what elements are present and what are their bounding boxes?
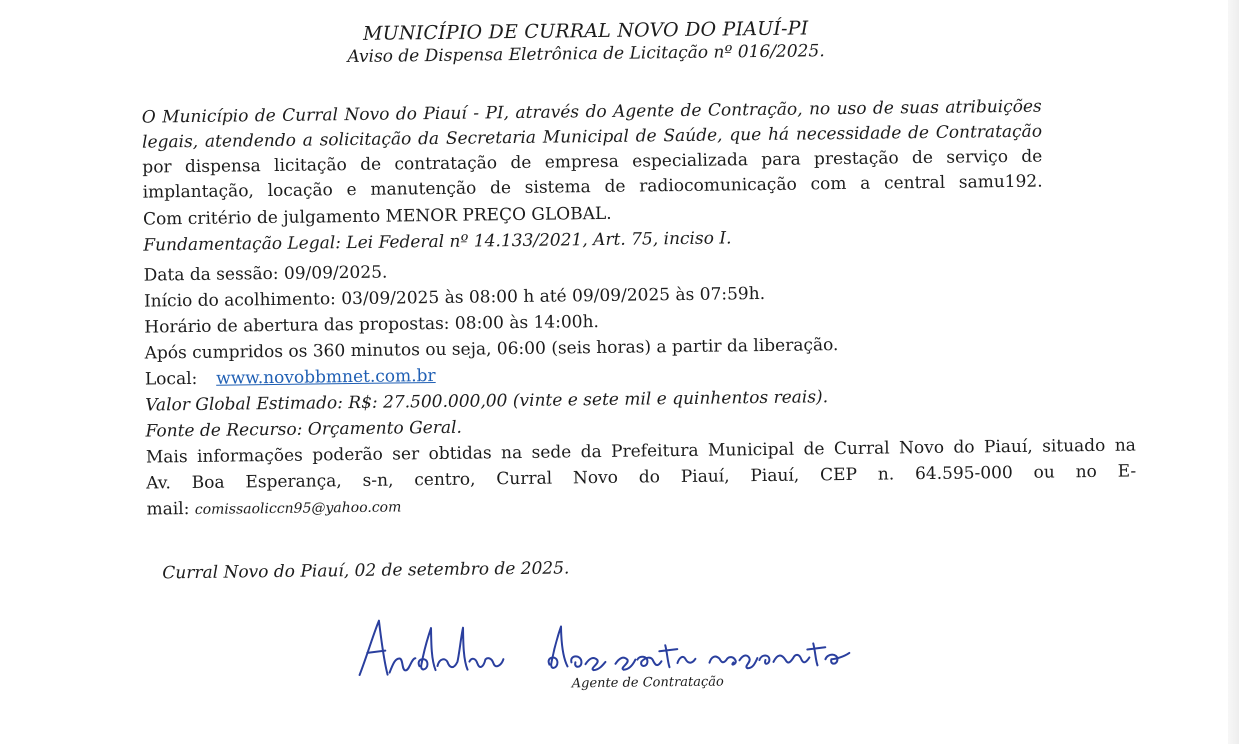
proposal-opening-hours: Horário de abertura das propostas: 08:00 às 14:00h. <box>144 312 599 338</box>
location-link[interactable]: www.novobbmnet.com.br <box>216 366 436 389</box>
intro-line-1: O Município de Curral Novo do Piauí - PI, através do Agente de Contração, no uso de suas atribuições <box>141 96 1042 128</box>
funding-source: Fonte de Recurso: Orçamento Geral. <box>145 417 463 442</box>
email-label: mail: <box>146 499 190 520</box>
judgment-criteria: Com critério de julgamento MENOR PREÇO GLOBAL. <box>142 203 612 230</box>
session-date: Data da sessão: 09/09/2025. <box>143 262 388 286</box>
reception-period: Início do acolhimento: 03/09/2025 às 08:00 h até 09/09/2025 às 07:59h. <box>143 283 766 312</box>
place-and-date: Curral Novo do Piauí, 02 de setembro de 2025. <box>162 558 570 584</box>
notice-subtitle: Aviso de Dispensa Eletrônica de Licitação nº 016/2025. <box>347 41 825 68</box>
email-address[interactable]: comissaoliccn95@yahoo.com <box>194 499 402 518</box>
intro-line-4: implantação, locação e manutenção de sistema de radiocomunicação com a central samu192. <box>142 171 1043 203</box>
estimated-value: Valor Global Estimado: R$: 27.500.000,00 (vinte e sete mil e quinhentos reais). <box>145 387 829 416</box>
more-info-line-2: Av. Boa Esperança, s-n, centro, Curral Novo do Piauí, Piauí, CEP n. 64.595-000 ou no E- <box>146 461 1137 494</box>
email-line <box>146 496 401 519</box>
intro-line-2: legais, atendendo a solicitação da Secretaria Municipal de Saúde, que há necessidade de Contratação <box>141 121 1043 153</box>
location-line <box>145 366 436 390</box>
intro-line-3: por dispensa licitação de contratação de empresa especializada para prestação de serviço de <box>142 146 1043 178</box>
municipality-title: MUNICÍPIO DE CURRAL NOVO DO PIAUÍ-PI <box>362 17 809 45</box>
after-period-note: Após cumpridos os 360 minutos ou seja, 06:00 (seis horas) a partir da liberação. <box>144 335 839 364</box>
more-info-line-1: Mais informações poderão ser obtidas na sede da Prefeitura Municipal de Curral Novo do Piauí, situado na <box>145 435 1136 468</box>
location-label: Local: <box>144 368 198 390</box>
legal-basis: Fundamentação Legal: Lei Federal nº 14.133/2021, Art. 75, inciso I. <box>143 228 732 256</box>
signer-role: Agente de Contratação <box>571 674 724 692</box>
